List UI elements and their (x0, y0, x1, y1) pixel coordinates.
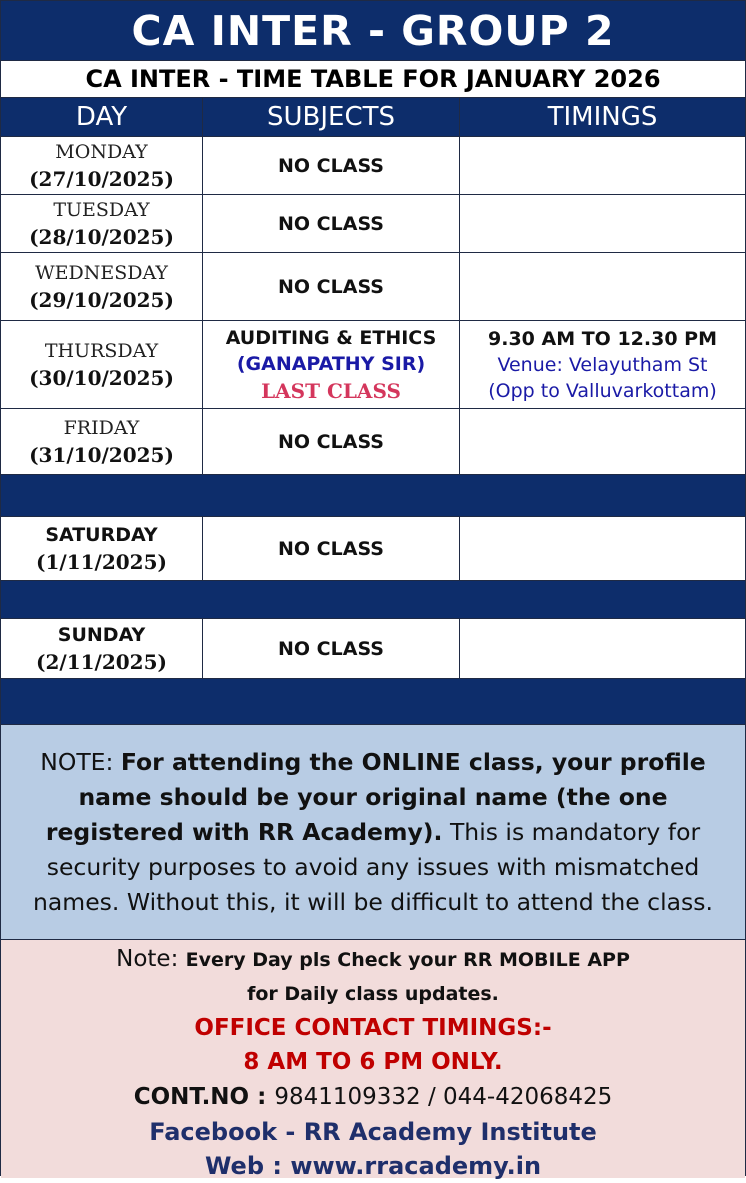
subject-cell (203, 517, 460, 580)
header-day: DAY (1, 98, 203, 136)
note-rest-text: This is mandatory for security purposes to avoid any issues with mismatched names. Without this, it will be difficult to attend the class. (33, 818, 713, 916)
timing-cell (460, 195, 745, 252)
day-name: WEDNESDAY (35, 261, 168, 284)
day-name: FRIDAY (63, 416, 140, 439)
divider-band (1, 475, 745, 517)
day-cell (1, 409, 203, 474)
subject-text: NO CLASS (278, 637, 384, 660)
day-date: (29/10/2025) (29, 287, 174, 312)
header-subjects: SUBJECTS (203, 98, 460, 136)
table-row (1, 619, 745, 679)
timing-cell (460, 137, 745, 194)
subject-text: NO CLASS (278, 154, 384, 177)
day-date: (28/10/2025) (29, 224, 174, 249)
note-bold-text: For attending the ONLINE class, your profile name should be your original name (the one registered with RR Academy). (45, 748, 706, 846)
day-date: (27/10/2025) (29, 166, 174, 191)
subject-text: AUDITING & ETHICS (225, 326, 437, 349)
subject-cell (203, 137, 460, 194)
day-name: MONDAY (55, 140, 148, 163)
faculty-name: (GANAPATHY SIR) (236, 352, 426, 375)
day-cell (1, 137, 203, 194)
subject-text: NO CLASS (278, 430, 384, 453)
timetable-subtitle: CA INTER - TIME TABLE FOR JANUARY 2026 (1, 61, 745, 98)
app-note-line-2: for Daily class updates. (247, 983, 499, 1005)
subject-cell (203, 253, 460, 320)
timing-cell (460, 517, 745, 580)
table-row (1, 137, 745, 195)
day-date: (1/11/2025) (36, 549, 167, 574)
subject-cell (203, 321, 460, 408)
subject-cell (203, 619, 460, 678)
table-row (1, 253, 745, 321)
last-class-label: LAST CLASS (261, 378, 401, 403)
day-cell (1, 517, 203, 580)
day-cell (1, 321, 203, 408)
timing-text: 9.30 AM TO 12.30 PM (488, 327, 717, 350)
divider-band (1, 581, 745, 619)
table-header (1, 98, 745, 137)
contact-line (1, 1079, 745, 1115)
table-row (1, 517, 745, 581)
day-name: THURSDAY (44, 339, 159, 362)
day-name: SUNDAY (57, 623, 146, 646)
table-row (1, 321, 745, 409)
subject-text: NO CLASS (278, 537, 384, 560)
subject-cell (203, 409, 460, 474)
day-date: (30/10/2025) (29, 365, 174, 390)
subject-cell (203, 195, 460, 252)
app-note-prefix: Note: (116, 946, 186, 972)
venue-line-1: Venue: Velayutham St (497, 353, 708, 376)
office-timings-label: OFFICE CONTACT TIMINGS:- (194, 1015, 552, 1041)
website-link[interactable]: Web : www.rracademy.in (204, 1152, 542, 1180)
contact-note (1, 940, 745, 1178)
day-date: (31/10/2025) (29, 442, 174, 467)
header-timings: TIMINGS (547, 102, 658, 132)
timing-cell (460, 619, 745, 678)
day-cell (1, 195, 203, 252)
day-name: SATURDAY (45, 523, 158, 546)
day-cell (1, 619, 203, 678)
contact-numbers: 9841109332 / 044-42068425 (274, 1084, 613, 1110)
note-prefix: NOTE: (40, 748, 121, 776)
venue-line-2: (Opp to Valluvarkottam) (488, 379, 717, 402)
office-hours: 8 AM TO 6 PM ONLY. (243, 1049, 503, 1075)
timing-cell (460, 409, 745, 474)
subject-text: NO CLASS (278, 212, 384, 235)
table-row (1, 195, 745, 253)
timing-cell (460, 321, 745, 408)
timing-cell (460, 253, 745, 320)
facebook-link[interactable]: Facebook - RR Academy Institute (149, 1118, 597, 1146)
day-cell (1, 253, 203, 320)
day-name: TUESDAY (53, 198, 150, 221)
table-row (1, 409, 745, 475)
contact-label: CONT.NO : (133, 1084, 275, 1110)
subject-text: NO CLASS (278, 275, 384, 298)
online-class-note (1, 725, 745, 940)
day-date: (2/11/2025) (36, 649, 167, 674)
page-title: CA INTER - GROUP 2 (1, 1, 745, 61)
app-note-line (1, 942, 745, 977)
app-note-bold: Every Day pls Check your RR MOBILE APP (185, 949, 630, 971)
divider-band (1, 679, 745, 725)
